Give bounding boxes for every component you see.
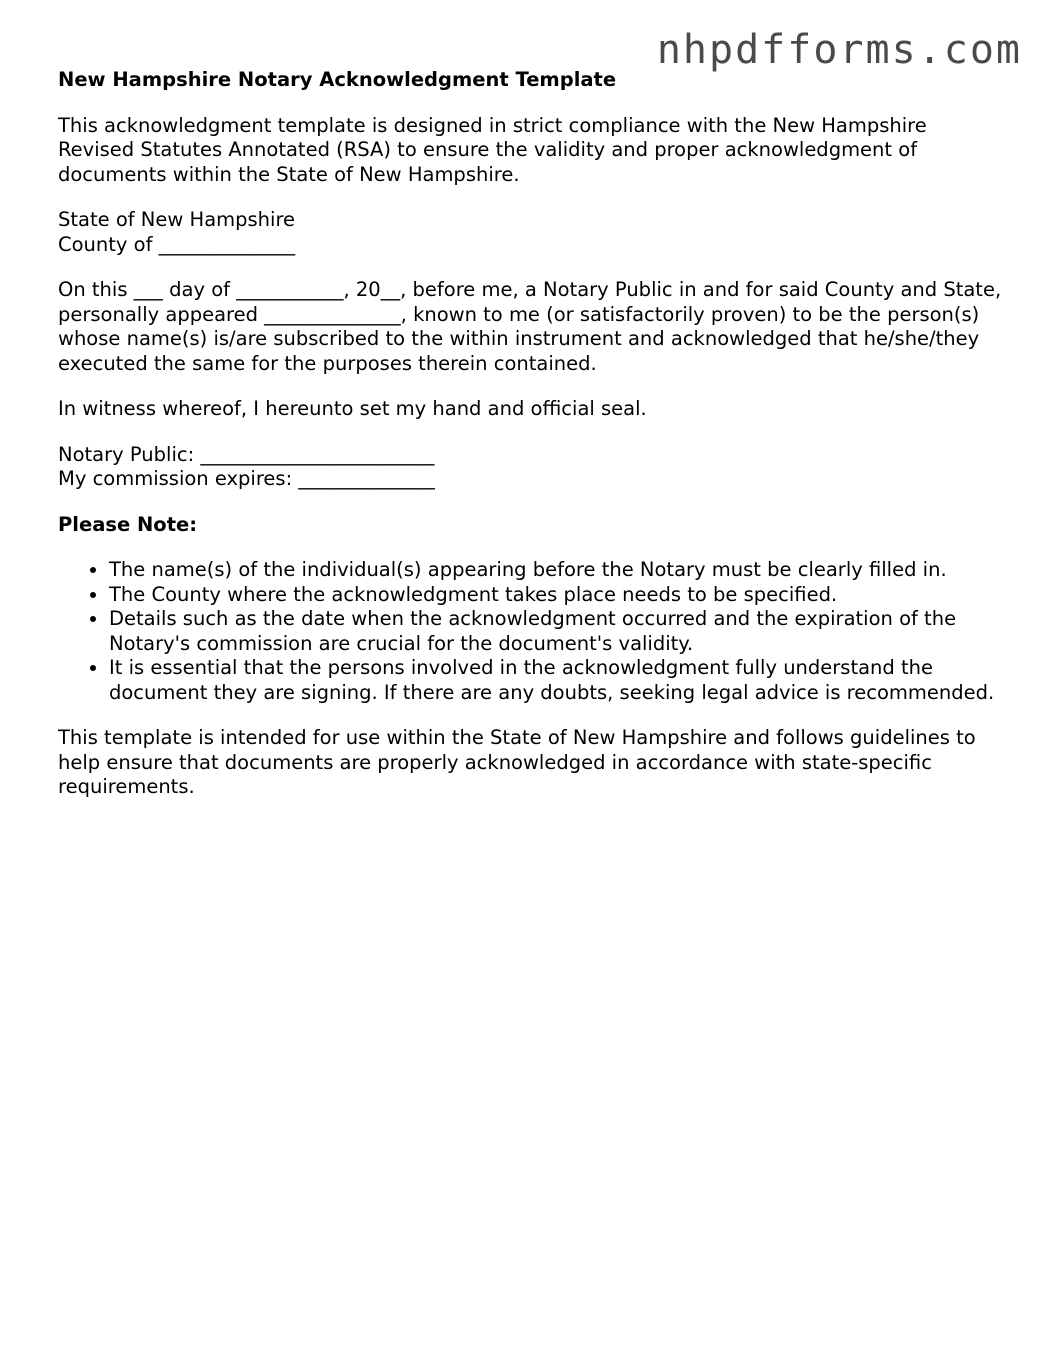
witness-statement: In witness whereof, I hereunto set my hand and official seal. bbox=[58, 397, 647, 420]
note-heading: Please Note: bbox=[58, 512, 198, 536]
state-line: State of New Hampshire bbox=[58, 208, 296, 231]
notary-public-line: Notary Public: ________________________ bbox=[58, 442, 435, 466]
document-page bbox=[58, 68, 1008, 821]
document-title: New Hampshire Notary Acknowledgment Template bbox=[58, 68, 617, 91]
list-item: • The County where the acknowledgment takes place needs to be specified. bbox=[109, 583, 1008, 608]
county-line: County of ______________ bbox=[58, 232, 296, 256]
notes-list bbox=[58, 558, 1008, 705]
list-item: • It is essential that the persons involved in the acknowledgment fully understand the document they are signing. If there are any doubts, seeking legal advice is recommended. bbox=[109, 656, 1008, 705]
venue-block bbox=[58, 208, 1008, 257]
intro-paragraph: This acknowledgment template is designed in strict compliance with the New Hampshire Revised Statutes Annotated (RSA) to ensure the validity and proper acknowledgment of documents within the State of New Hampshire. bbox=[58, 113, 927, 186]
list-item: • Details such as the date when the acknowledgment occurred and the expiration of the Notary's commission are crucial for the document's validity. bbox=[109, 607, 1008, 656]
signature-block bbox=[58, 443, 1008, 492]
acknowledgment-paragraph: On this ___ day of ___________, 20__, before me, a Notary Public in and for said County and State, personally appeared ______________, known to me (or satisfactorily proven) to be the person(s) whose name(s) is/are subscribed to the within instrument and acknowledged that he/she/they executed the same for the purposes therein contained. bbox=[58, 278, 1002, 375]
commission-expires-line: My commission expires: ______________ bbox=[58, 467, 435, 490]
list-item: • The name(s) of the individual(s) appearing before the Notary must be clearly filled in. bbox=[109, 558, 1008, 583]
watermark: nhpdfforms.com bbox=[656, 27, 1022, 73]
closing-paragraph: This template is intended for use within the State of New Hampshire and follows guidelines to help ensure that documents are properly acknowledged in accordance with state-specific requirements. bbox=[58, 726, 976, 798]
